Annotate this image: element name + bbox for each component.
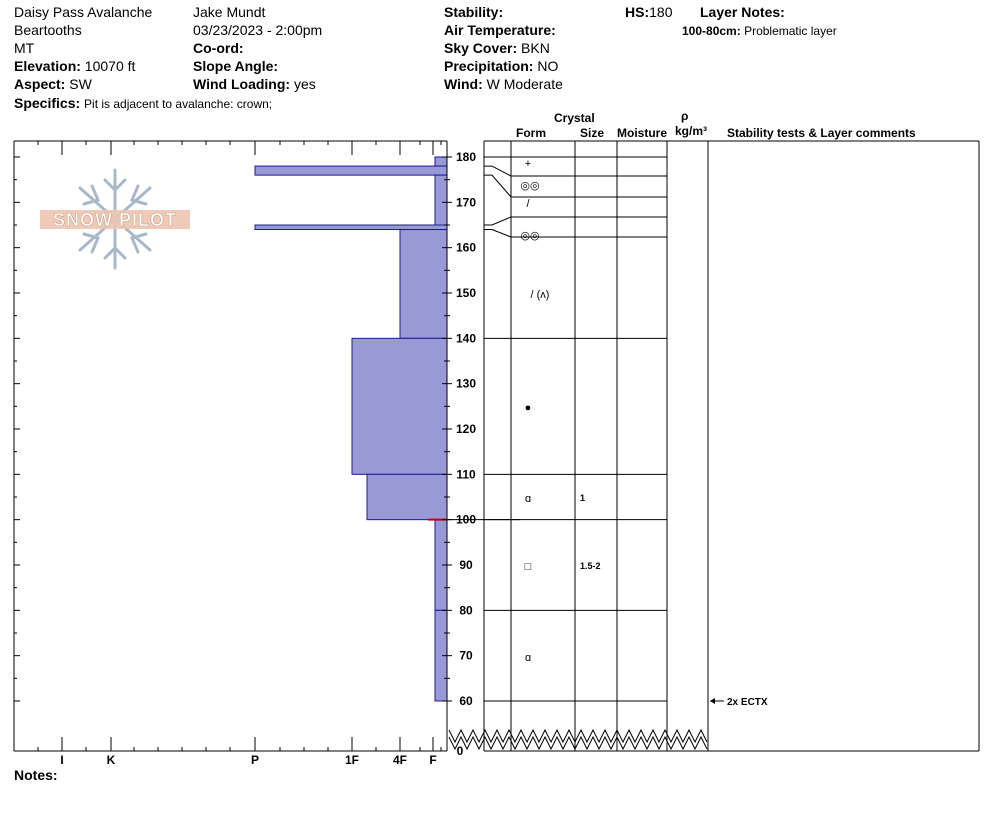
size-header: Size: [580, 126, 605, 140]
rho-header: ρ: [681, 109, 689, 123]
hardness-tick-label: K: [106, 753, 116, 767]
grain-form-symbol: □: [524, 561, 532, 573]
notes-label: Notes:: [14, 767, 58, 783]
hardness-tick-label: 1F: [344, 753, 360, 767]
layer-connector: [484, 175, 511, 197]
depth-tick-label: 110: [456, 467, 476, 482]
hardness-bar: [352, 338, 447, 474]
precipitation-value: NO: [537, 58, 559, 74]
wind-loading-label: Wind Loading:: [193, 76, 291, 92]
precipitation-label: Precipitation:: [444, 58, 534, 74]
grain-form-symbol: +: [524, 158, 532, 170]
crystal-header: Crystal: [554, 111, 595, 125]
moisture-header: Moisture: [617, 126, 668, 140]
range-name: Beartooths: [14, 22, 82, 38]
wind-loading-value: yes: [293, 76, 316, 92]
grain-form-symbol: /: [526, 198, 530, 210]
hardness-tick-label: I: [60, 753, 64, 767]
depth-tick-label: 130: [455, 376, 477, 391]
slope-angle-label: Slope Angle:: [193, 58, 279, 74]
grain-form-symbol: ɑ: [524, 652, 532, 664]
state-name: MT: [14, 40, 35, 56]
wind-value: W Moderate: [486, 76, 563, 92]
depth-tick-label: 120: [455, 422, 477, 436]
depth-tick-label: 160: [455, 240, 477, 255]
logo-text: SNOW PILOT: [53, 210, 177, 230]
layer-connector: [484, 166, 511, 176]
depth-tick-label: 170: [455, 195, 477, 210]
depth-tick-label: 60: [459, 694, 473, 708]
test-arrowhead: [710, 698, 715, 704]
hardness-tick-label: P: [250, 753, 260, 767]
axis-break-line: [449, 730, 707, 742]
specifics-label: Specifics:: [14, 95, 81, 111]
depth-tick-label: 80: [459, 603, 473, 618]
grain-form-symbol: ◎◎: [520, 230, 540, 242]
hs-value: 180: [649, 4, 673, 20]
sky-cover-label: Sky Cover:: [444, 40, 518, 56]
observer-name: Jake Mundt: [193, 4, 266, 20]
observation-datetime: 03/23/2023 - 2:00pm: [193, 22, 323, 38]
grain-size-value: 1: [580, 493, 586, 503]
depth-zero-label: 0: [456, 744, 464, 758]
depth-tick-label: 90: [459, 558, 473, 572]
hardness-tick-label: F: [429, 753, 437, 767]
aspect-value: SW: [69, 76, 92, 92]
form-header: Form: [516, 126, 546, 140]
grain-form-symbol: ●: [524, 402, 532, 414]
air-temperature-label: Air Temperature:: [444, 22, 556, 38]
grain-form-symbol: / (ᴧ): [530, 289, 550, 301]
wind-label: Wind:: [444, 76, 483, 92]
grain-form-symbol: ɑ: [524, 493, 532, 505]
hardness-tick-label: 4F: [392, 753, 408, 767]
sky-cover-value: BKN: [521, 40, 550, 56]
density-unit-header: kg/m³: [675, 124, 708, 138]
depth-tick-label: 180: [455, 150, 477, 164]
grain-form-symbol: ◎◎: [520, 180, 540, 192]
hs-label: HS:: [625, 4, 650, 20]
hardness-bar: [255, 225, 447, 230]
hardness-bar: [435, 157, 447, 166]
layer-connector: [484, 230, 511, 237]
specifics-value: Pit is adjacent to avalanche: crown;: [84, 97, 273, 111]
layer-notes-label: Layer Notes:: [700, 4, 785, 20]
elevation-value: 10070 ft: [84, 58, 136, 74]
depth-tick-label: 100: [455, 512, 477, 527]
layer-note-depth: 100-80cm:: [682, 24, 741, 38]
hardness-bar: [435, 175, 447, 225]
axis-break-line: [449, 737, 707, 749]
depth-tick-label: 70: [459, 648, 473, 663]
hardness-bar: [255, 166, 447, 175]
depth-tick-label: 150: [455, 286, 477, 300]
comments-header: Stability tests & Layer comments: [727, 126, 916, 140]
stability-label: Stability:: [444, 4, 504, 20]
stability-test-label: 2x ECTX: [727, 697, 768, 708]
coord-label: Co-ord:: [193, 40, 244, 56]
hardness-bar: [367, 474, 447, 519]
elevation-label: Elevation:: [14, 58, 81, 74]
layer-note-text: Problematic layer: [744, 24, 837, 38]
layer-connector: [484, 217, 511, 225]
snowpilot-logo: [40, 170, 190, 268]
location-name: Daisy Pass Avalanche: [14, 4, 153, 20]
hardness-bar: [400, 230, 447, 339]
depth-tick-label: 140: [455, 331, 477, 346]
grain-size-value: 1.5-2: [580, 561, 601, 571]
aspect-label: Aspect:: [14, 76, 66, 92]
